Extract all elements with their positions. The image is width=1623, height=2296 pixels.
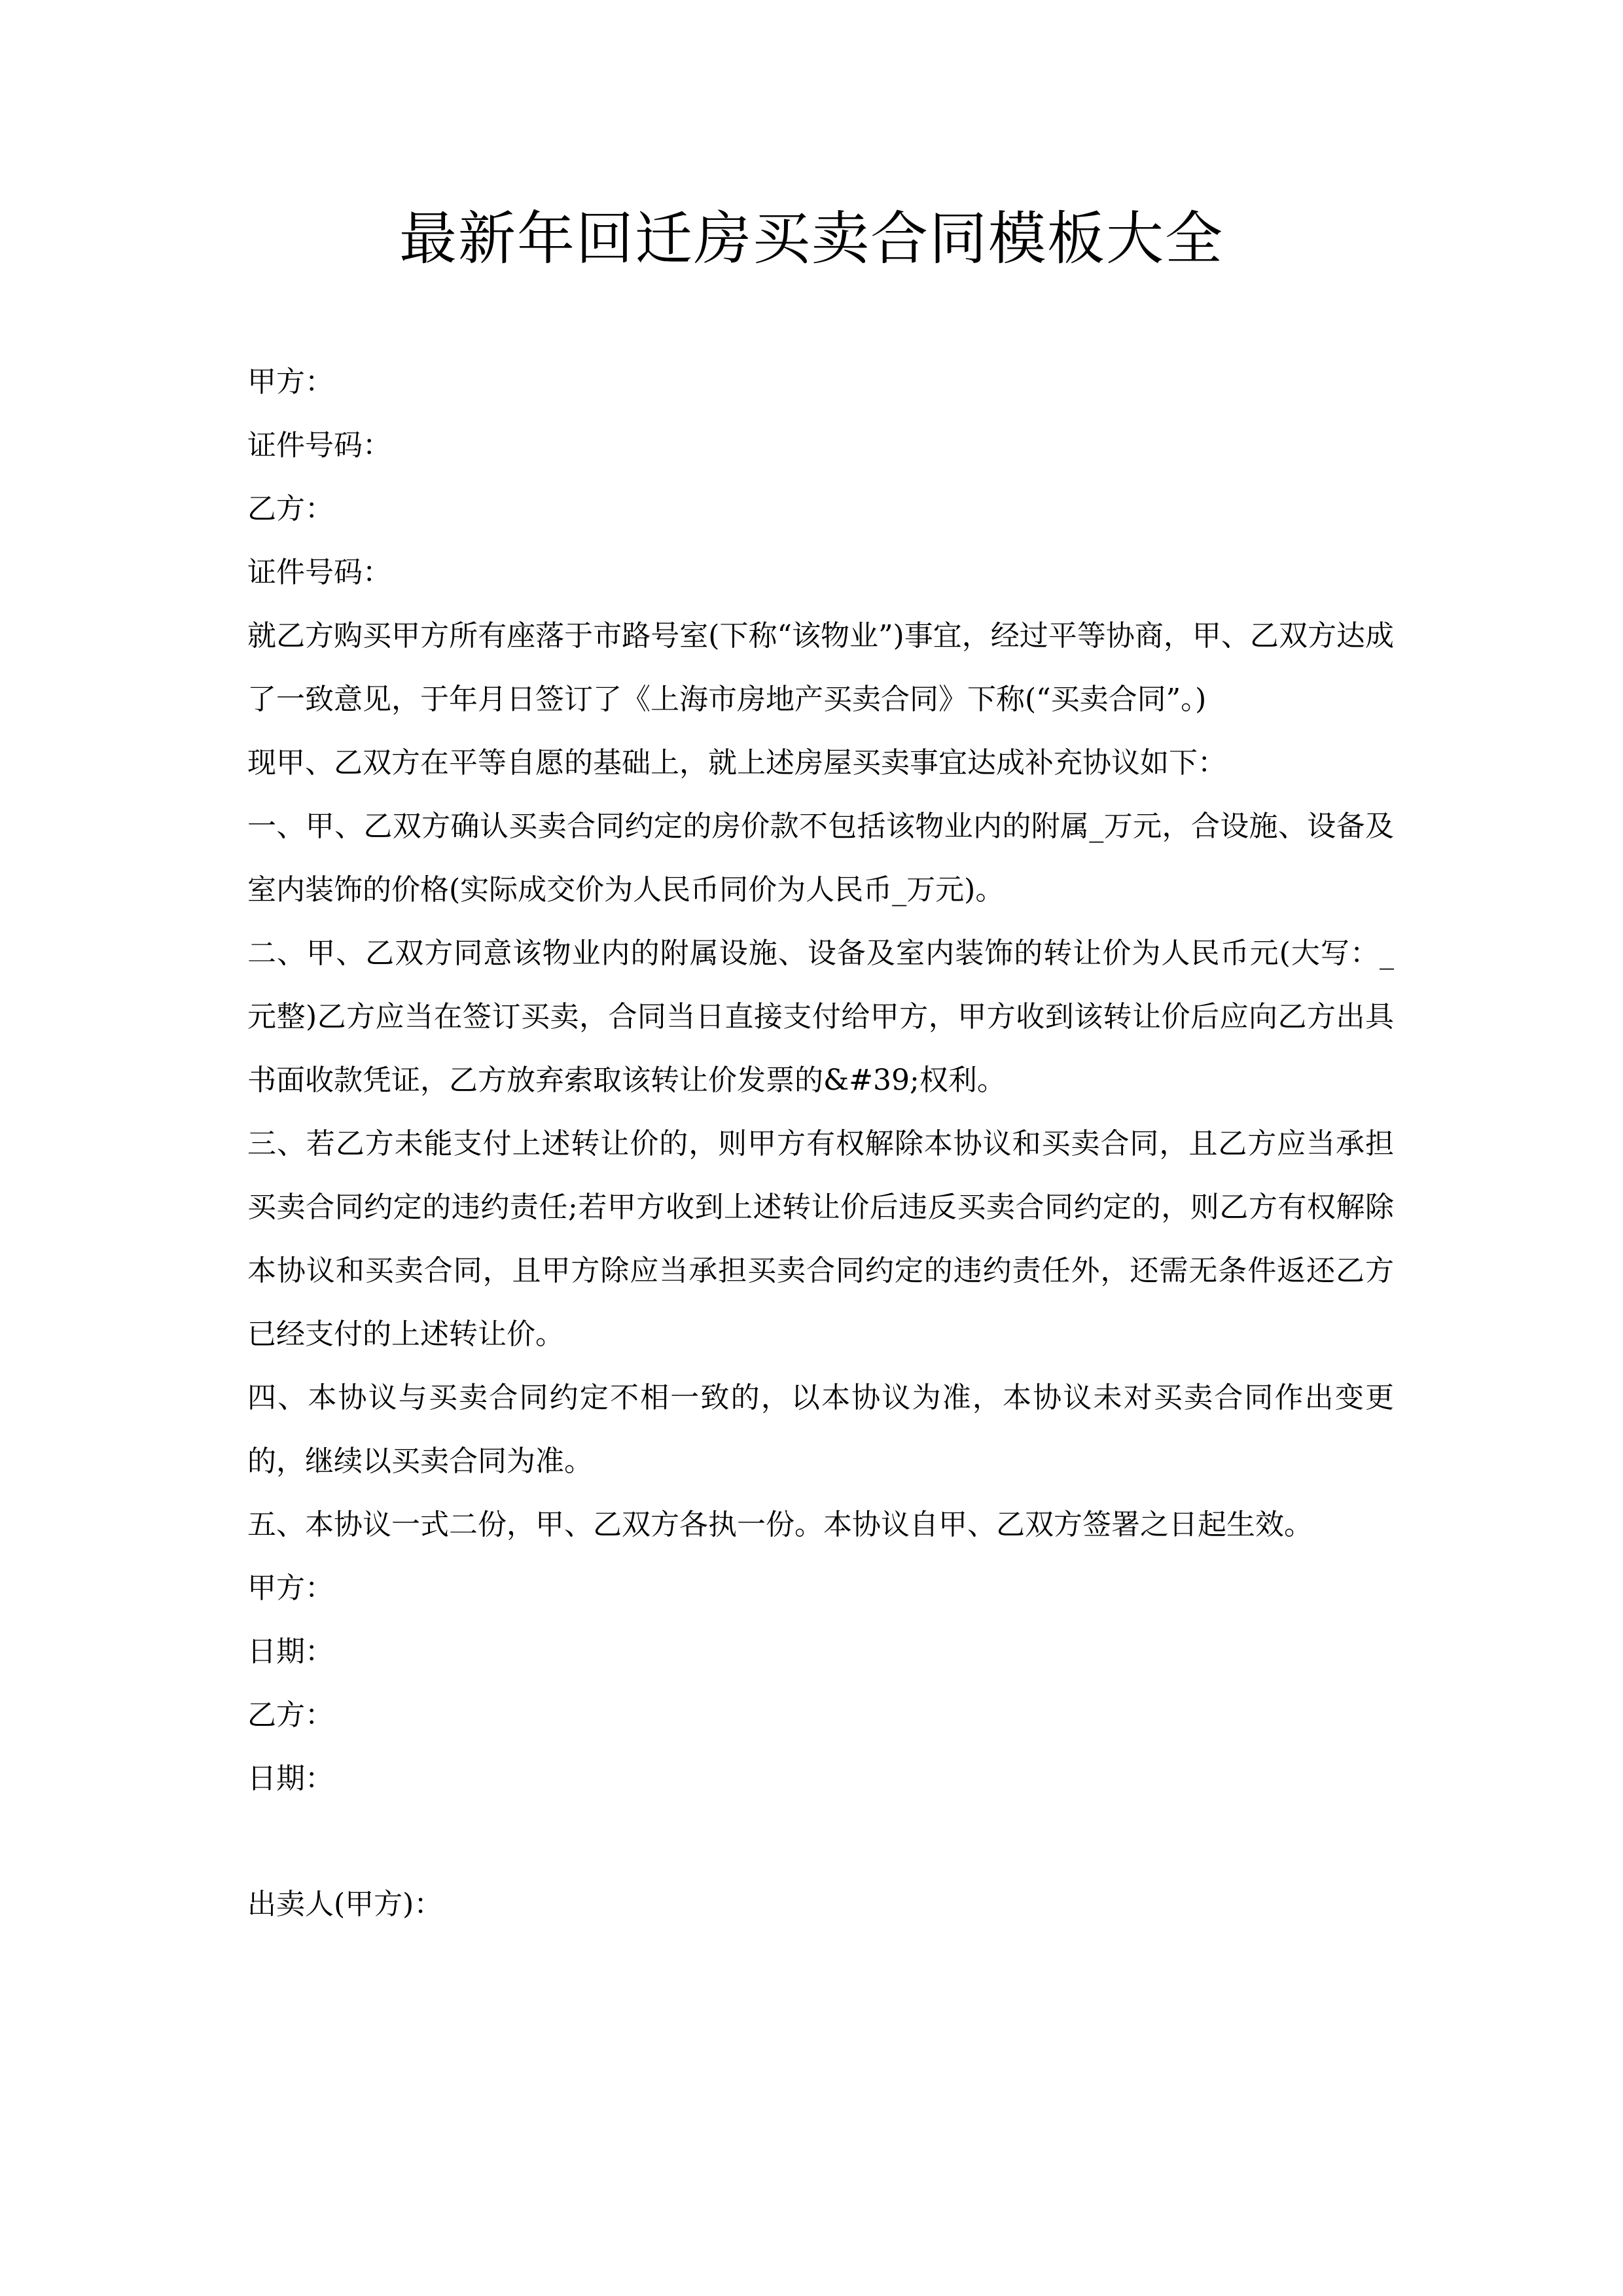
signature-date-a-label: 日期：: [247, 1635, 334, 1668]
clause-2: 二、甲、乙双方同意该物业内的附属设施、设备及室内装饰的转让价为人民币元(大写：_元整)乙方应当在签订买卖，合同当日直接支付给甲方，甲方收到该转让价后应向乙方出具书面收款凭证，乙方放弃索取该转让价发票的&#39;权利。: [247, 937, 1394, 1097]
party-a-id-number-label: 证件号码：: [247, 429, 391, 462]
document-title: 最新年回迁房买卖合同模板大全: [399, 205, 1224, 272]
signature-date-b-label: 日期：: [247, 1762, 334, 1795]
section-spacer: [247, 1810, 1394, 1873]
preamble-paragraph: 就乙方购买甲方所有座落于市路号室(下称“该物业”)事宜，经过平等协商，甲、乙双方达成了一致意见，于年月日签订了《上海市房地产买卖合同》下称(“买卖合同”。): [247, 619, 1394, 716]
agreement-intro-paragraph: 现甲、乙双方在平等自愿的基础上，就上述房屋买卖事宜达成补充协议如下：: [247, 746, 1226, 780]
clause-4: 四、本协议与买卖合同约定不相一致的，以本协议为准，本协议未对买卖合同作出变更的，继续以买卖合同为准。: [247, 1381, 1394, 1478]
document-body: [247, 350, 1394, 1936]
clause-5: 五、本协议一式二份，甲、乙双方各执一份。本协议自甲、乙双方签署之日起生效。: [247, 1508, 1313, 1541]
party-b-label: 乙方：: [247, 492, 334, 526]
party-b-id-number-label: 证件号码：: [247, 556, 391, 589]
signature-party-b-label: 乙方：: [247, 1698, 334, 1732]
seller-label: 出卖人(甲方)：: [247, 1888, 443, 1921]
party-a-label: 甲方：: [247, 365, 334, 399]
signature-party-a-label: 甲方：: [247, 1571, 334, 1605]
clause-3: 三、若乙方未能支付上述转让价的，则甲方有权解除本协议和买卖合同，且乙方应当承担买卖合同约定的违约责任;若甲方收到上述转让价后违反买卖合同约定的，则乙方有权解除本协议和买卖合同，且甲方除应当承担买卖合同约定的违约责任外，还需无条件返还乙方已经支付的上述转让价。: [247, 1127, 1394, 1351]
clause-1: 一、甲、乙双方确认买卖合同约定的房价款不包括该物业内的附属_万元，合设施、设备及室内装饰的价格(实际成交价为人民币同价为人民币_万元)。: [247, 810, 1394, 906]
